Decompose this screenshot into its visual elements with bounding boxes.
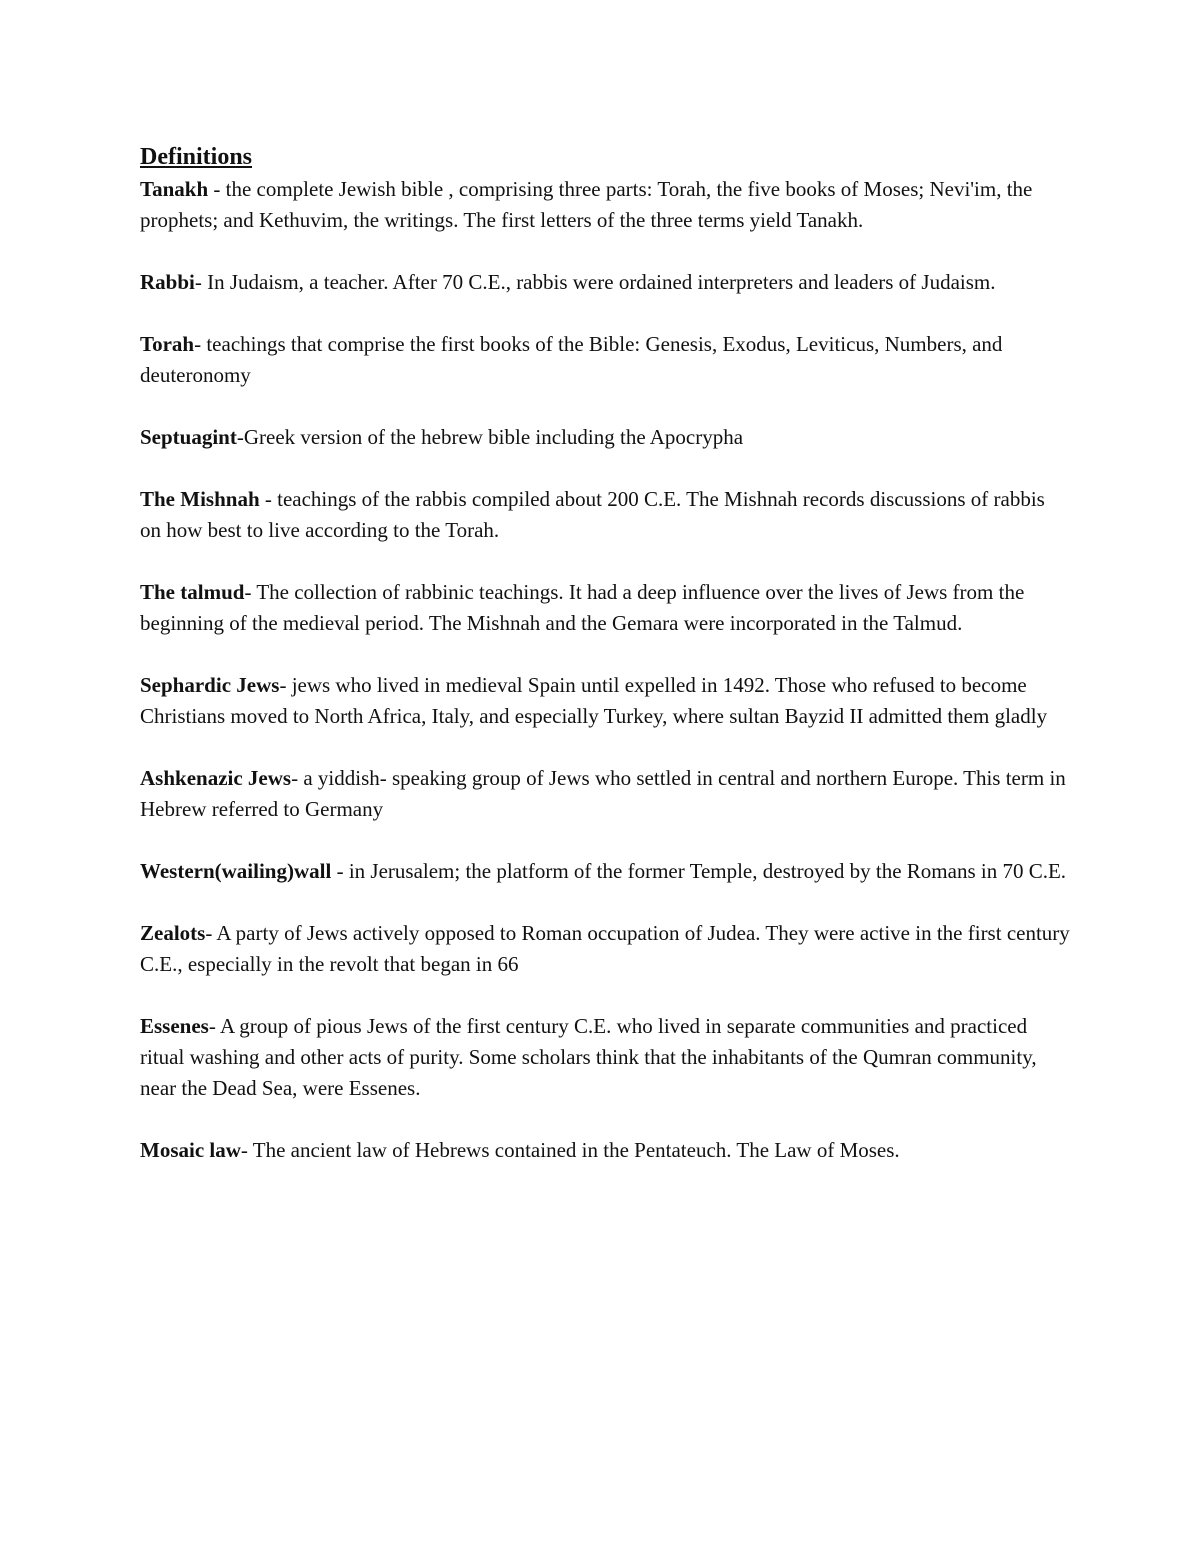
definition-rabbi <box>140 267 1070 298</box>
term-label: Torah <box>140 332 195 356</box>
term-label: Mosaic law <box>140 1138 241 1162</box>
definition-tanakh <box>140 174 1070 236</box>
term-separator: - <box>279 673 292 697</box>
term-separator: - <box>194 332 207 356</box>
term-label: Essenes <box>140 1014 209 1038</box>
definition-ashkenazic-jews <box>140 763 1070 825</box>
definition-text: in Jerusalem; the platform of the former Temple, destroyed by the Romans in 70 C.E. <box>348 859 1067 883</box>
definition-talmud <box>140 577 1070 639</box>
term-label: Sephardic Jews <box>140 673 280 697</box>
definition-text: teachings of the rabbis compiled about 200 C.E. The Mishnah records discussions of rabbis on how best to live according to the Torah. <box>140 487 1045 542</box>
definition-western-wall <box>140 856 1070 887</box>
definition-text: Greek version of the hebrew bible including the Apocrypha <box>243 425 744 449</box>
term-separator: - <box>236 425 244 449</box>
definition-mosaic-law <box>140 1135 1070 1166</box>
term-separator: - <box>208 177 226 201</box>
term-label: Tanakh <box>140 177 209 201</box>
definition-sephardic-jews <box>140 670 1070 732</box>
term-label: Septuagint <box>140 425 237 449</box>
term-separator: - <box>244 580 257 604</box>
term-separator: - <box>259 487 278 511</box>
definition-text: The collection of rabbinic teachings. It had a deep influence over the lives of Jews from the beginning of the medieval period. The Mishnah and the Gemara were incorporated in the Talmud. <box>140 580 1025 635</box>
definition-text: A party of Jews actively opposed to Roman occupation of Judea. They were active in the first century C.E., especially in the revolt that began in 66 <box>140 921 1070 976</box>
definition-text: The ancient law of Hebrews contained in the Pentateuch. The Law of Moses. <box>252 1138 900 1162</box>
definition-septuagint <box>140 422 1070 453</box>
definition-text: A group of pious Jews of the first century C.E. who lived in separate communities and practiced ritual washing and other acts of purity. Some scholars think that the inhabitants of the Qumran community, near the Dead Sea, were Essenes. <box>140 1014 1037 1100</box>
term-separator: - <box>208 1014 220 1038</box>
definition-text: a yiddish- speaking group of Jews who settled in central and northern Europe. This term in Hebrew referred to Germany <box>140 766 1066 821</box>
definition-text: teachings that comprise the first books of the Bible: Genesis, Exodus, Leviticus, Numbers, and deuteronomy <box>140 332 1003 387</box>
term-separator: - <box>291 766 304 790</box>
term-separator: - <box>205 921 217 945</box>
definition-text: the complete Jewish bible , comprising three parts: Torah, the five books of Moses; Nevi'im, the prophets; and Kethuvim, the writings. The first letters of the three terms yield Tanakh. <box>140 177 1033 232</box>
document-page <box>140 140 1070 1197</box>
definition-torah <box>140 329 1070 391</box>
term-label: The Mishnah <box>140 487 260 511</box>
term-label: Western(wailing)wall <box>140 859 332 883</box>
term-separator: - <box>331 859 349 883</box>
definition-essenes <box>140 1011 1070 1104</box>
definition-zealots <box>140 918 1070 980</box>
term-label: Ashkenazic Jews <box>140 766 292 790</box>
term-label: The talmud <box>140 580 245 604</box>
term-separator: - <box>240 1138 253 1162</box>
definition-text: In Judaism, a teacher. After 70 C.E., rabbis were ordained interpreters and leaders of Judaism. <box>207 270 996 294</box>
definition-text: jews who lived in medieval Spain until expelled in 1492. Those who refused to become Christians moved to North Africa, Italy, and especially Turkey, where sultan Bayzid II admitted them gladly <box>140 673 1048 728</box>
term-label: Zealots <box>140 921 206 945</box>
term-separator: - <box>194 270 208 294</box>
document-title: Definitions <box>140 144 253 170</box>
term-label: Rabbi <box>140 270 195 294</box>
definition-mishnah <box>140 484 1070 546</box>
